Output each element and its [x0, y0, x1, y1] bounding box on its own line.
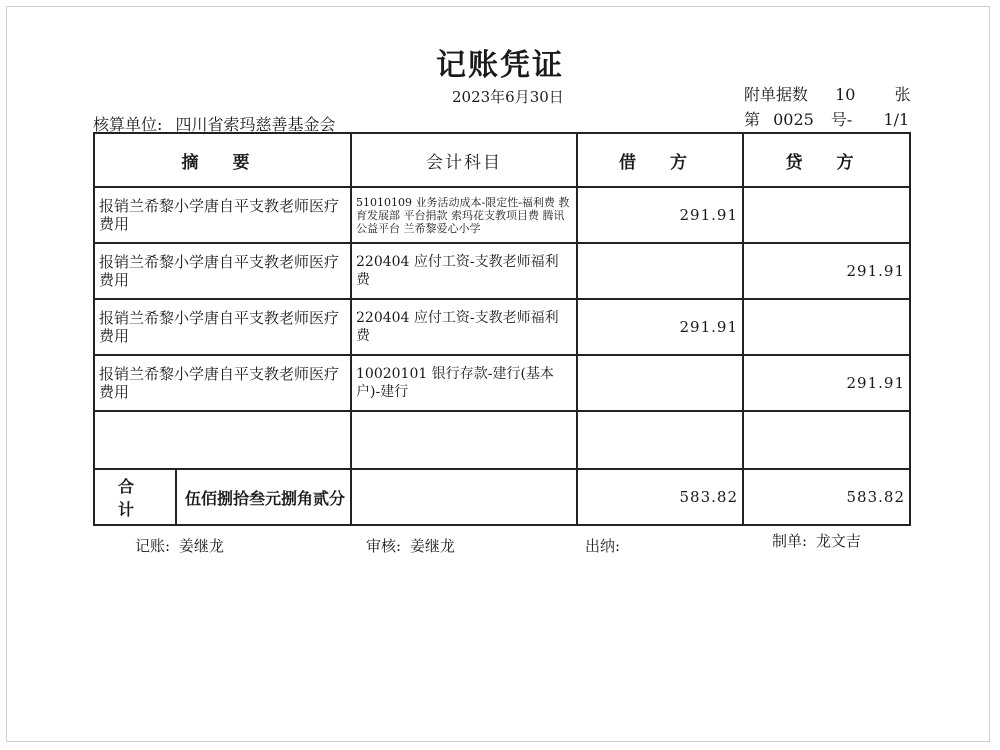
row-credit — [743, 187, 910, 243]
row-debit: 291.91 — [577, 299, 743, 355]
header-account: 会计科目 — [351, 133, 577, 187]
header-debit: 借 方 — [577, 133, 743, 187]
row-credit: 291.91 — [743, 243, 910, 299]
attachments-label: 附单据数 — [744, 85, 809, 104]
table-row — [94, 299, 910, 355]
row-credit: 291.91 — [743, 355, 910, 411]
ledger-table — [93, 132, 911, 526]
table-row — [94, 355, 910, 411]
row-summary: 报销兰希黎小学唐自平支教老师医疗费用 — [94, 243, 351, 299]
row-account: 51010109 业务活动成本-限定性-福利费 教育发展部 平台捐款 索玛花支教项目费 腾讯公益平台 兰希黎爱心小学 — [351, 187, 577, 243]
number-suffix: 号- — [830, 110, 853, 129]
table-row-empty — [94, 411, 910, 469]
total-label: 合 计 — [95, 470, 177, 524]
preparer-label: 制单: — [772, 532, 808, 550]
reviewer-signature — [366, 535, 455, 556]
reviewer-label: 审核: — [366, 537, 402, 555]
table-row — [94, 243, 910, 299]
header-credit: 贷 方 — [743, 133, 910, 187]
cashier-label: 出纳: — [585, 537, 621, 555]
row-account: 220404 应付工资-支教老师福利费 — [351, 243, 577, 299]
attachments-info — [744, 82, 911, 105]
voucher-date: 2023年6月30日 — [452, 88, 564, 106]
attachments-count: 10 — [835, 85, 856, 104]
header-summary: 摘 要 — [94, 133, 351, 187]
preparer-name: 龙文吉 — [815, 532, 861, 550]
unit-label: 核算单位: — [93, 115, 163, 134]
total-account-empty — [351, 469, 577, 525]
cashier-signature — [585, 535, 624, 556]
row-summary: 报销兰希黎小学唐自平支教老师医疗费用 — [94, 299, 351, 355]
voucher-title: 记账凭证 — [436, 48, 564, 83]
attachments-unit: 张 — [894, 85, 911, 104]
preparer-signature — [772, 530, 861, 551]
row-account: 10020101 银行存款-建行(基本户)-建行 — [351, 355, 577, 411]
row-debit: 291.91 — [577, 187, 743, 243]
page-indicator: 1/1 — [883, 110, 910, 129]
total-credit: 583.82 — [743, 469, 910, 525]
number-value: 0025 — [773, 110, 814, 129]
total-debit: 583.82 — [577, 469, 743, 525]
empty-cell — [94, 411, 351, 469]
row-debit — [577, 243, 743, 299]
row-credit — [743, 299, 910, 355]
table-header-row — [94, 133, 910, 187]
empty-cell — [351, 411, 577, 469]
bookkeeper-signature — [135, 535, 224, 556]
empty-cell — [577, 411, 743, 469]
row-summary: 报销兰希黎小学唐自平支教老师医疗费用 — [94, 187, 351, 243]
total-label-cell — [94, 469, 351, 525]
number-prefix: 第 — [744, 110, 761, 129]
table-row — [94, 187, 910, 243]
empty-cell — [743, 411, 910, 469]
row-summary: 报销兰希黎小学唐自平支教老师医疗费用 — [94, 355, 351, 411]
total-row — [94, 469, 910, 525]
row-account: 220404 应付工资-支教老师福利费 — [351, 299, 577, 355]
total-in-words: 伍佰捌拾叁元捌角贰分 — [185, 488, 346, 508]
reviewer-name: 姜继龙 — [409, 537, 455, 555]
row-debit — [577, 355, 743, 411]
voucher-number — [744, 107, 909, 130]
unit-name: 四川省索玛慈善基金会 — [175, 115, 336, 134]
bookkeeper-label: 记账: — [135, 537, 171, 555]
bookkeeper-name: 姜继龙 — [178, 537, 224, 555]
